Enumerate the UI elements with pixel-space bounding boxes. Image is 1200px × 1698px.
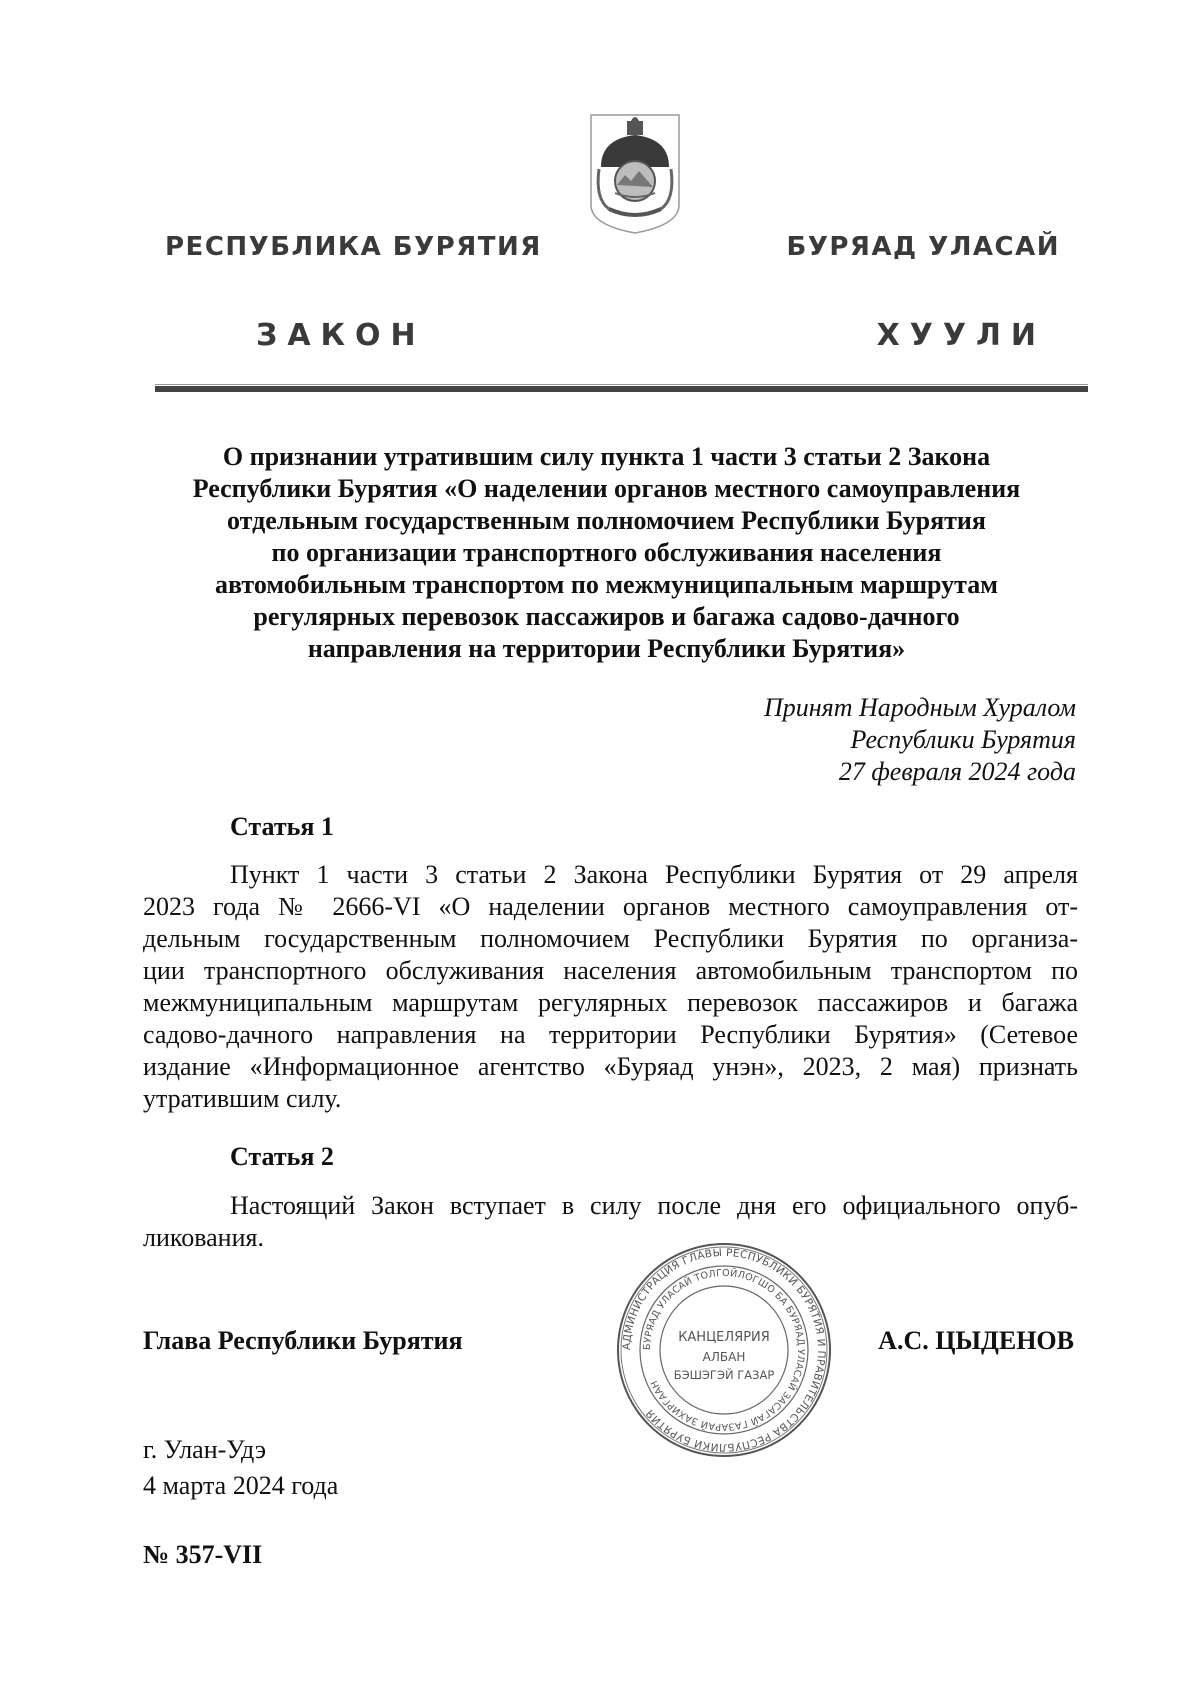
law-title-line: направления на территории Республики Бурятия» xyxy=(307,634,906,663)
article-1-line: межмуниципальным маршрутам регулярных перевозок пассажиров и багажа xyxy=(143,988,1078,1017)
article-2-line: Настоящий Закон вступает в силу после дня его официального опуб- xyxy=(230,1191,1078,1220)
law-title-line: по организации транспортного обслуживания населения xyxy=(271,538,942,567)
seal-center-line: КАНЦЕЛЯРИЯ xyxy=(678,1330,770,1345)
seal-inner-text: БУРЯАД УЛАСАЙ ТОЛГОЙЛОГШО БА БУРЯАД УЛАСАЙ ЗАСАГАЙ ГАЗАРАЙ ЗАХИРГААН xyxy=(641,1267,807,1433)
law-title-line: отдельным государственным полномочием Республики Бурятия xyxy=(227,506,986,535)
article-1-line: издание «Информационное агентство «Буряад унэн», 2023, 2 мая) признать xyxy=(143,1052,1078,1081)
article-1-line: садово-дачного направления на территории Республики Бурятия» (Сетевое xyxy=(143,1020,1078,1049)
seal-outer-text: АДМИНИСТРАЦИЯ ГЛАВЫ РЕСПУБЛИКИ БУРЯТИЯ И ПРАВИТЕЛЬСТВА РЕСПУБЛИКИ БУРЯТИЯ xyxy=(620,1246,828,1454)
article-2-heading: Статья 2 xyxy=(230,1142,334,1171)
article-1-text xyxy=(143,859,1078,1115)
official-seal-icon xyxy=(615,1241,833,1459)
article-1-line: ции транспортного обслуживания населения автомобильным транспортом по xyxy=(143,956,1078,985)
article-1-heading: Статья 1 xyxy=(230,812,334,841)
city: г. Улан-Удэ xyxy=(143,1435,267,1464)
header-doc-kind-bur: ХУУЛИ xyxy=(876,318,1046,353)
seal-center-line: АЛБАН xyxy=(702,1350,746,1364)
law-title-line: Республики Бурятия «О наделении органов местного самоуправления xyxy=(192,474,1021,503)
article-1-line: Пункт 1 части 3 статьи 2 Закона Республики Бурятия от 29 апреля xyxy=(230,860,1078,889)
article-1-line: 2023 года № 2666-VI «О наделении органов местного самоуправления от- xyxy=(143,892,1078,921)
law-title-line: автомобильным транспортом по межмуниципальным маршрутам xyxy=(215,570,998,599)
signatory-name: А.С. ЦЫДЕНОВ xyxy=(878,1326,1074,1355)
adoption-line: Принят Народным Хуралом xyxy=(763,693,1076,722)
signatory-position: Глава Республики Бурятия xyxy=(143,1326,463,1355)
place-and-date xyxy=(143,1432,338,1504)
adoption-line: Республики Бурятия xyxy=(850,725,1076,754)
header-region-ru: РЕСПУБЛИКА БУРЯТИЯ xyxy=(165,232,542,262)
adoption-note xyxy=(764,692,1076,788)
article-1-line: утратившим силу. xyxy=(143,1084,342,1113)
header-rule-thin xyxy=(155,384,1088,385)
law-title-line: регулярных перевозок пассажиров и багажа садово-дачного xyxy=(253,602,960,631)
law-number: № 357-VII xyxy=(143,1540,263,1569)
adoption-date: 27 февраля 2024 года xyxy=(838,757,1076,786)
header-doc-kind-ru: ЗАКОН xyxy=(256,318,426,353)
law-title xyxy=(140,441,1073,665)
header-region-bur: БУРЯАД УЛАСАЙ xyxy=(786,232,1060,262)
article-2-text xyxy=(143,1190,1078,1254)
article-2-line: ликования. xyxy=(143,1223,264,1252)
article-1-line: дельным государственным полномочием Республики Бурятия по организа- xyxy=(143,924,1078,953)
law-title-line: О признании утратившим силу пункта 1 части 3 статьи 2 Закона xyxy=(222,442,991,471)
signing-date: 4 марта 2024 года xyxy=(143,1471,339,1500)
header-rule xyxy=(155,386,1088,392)
coat-of-arms-icon xyxy=(587,109,683,237)
seal-center-line: БЭШЭГЭЙ ГАЗАР xyxy=(673,1368,775,1382)
